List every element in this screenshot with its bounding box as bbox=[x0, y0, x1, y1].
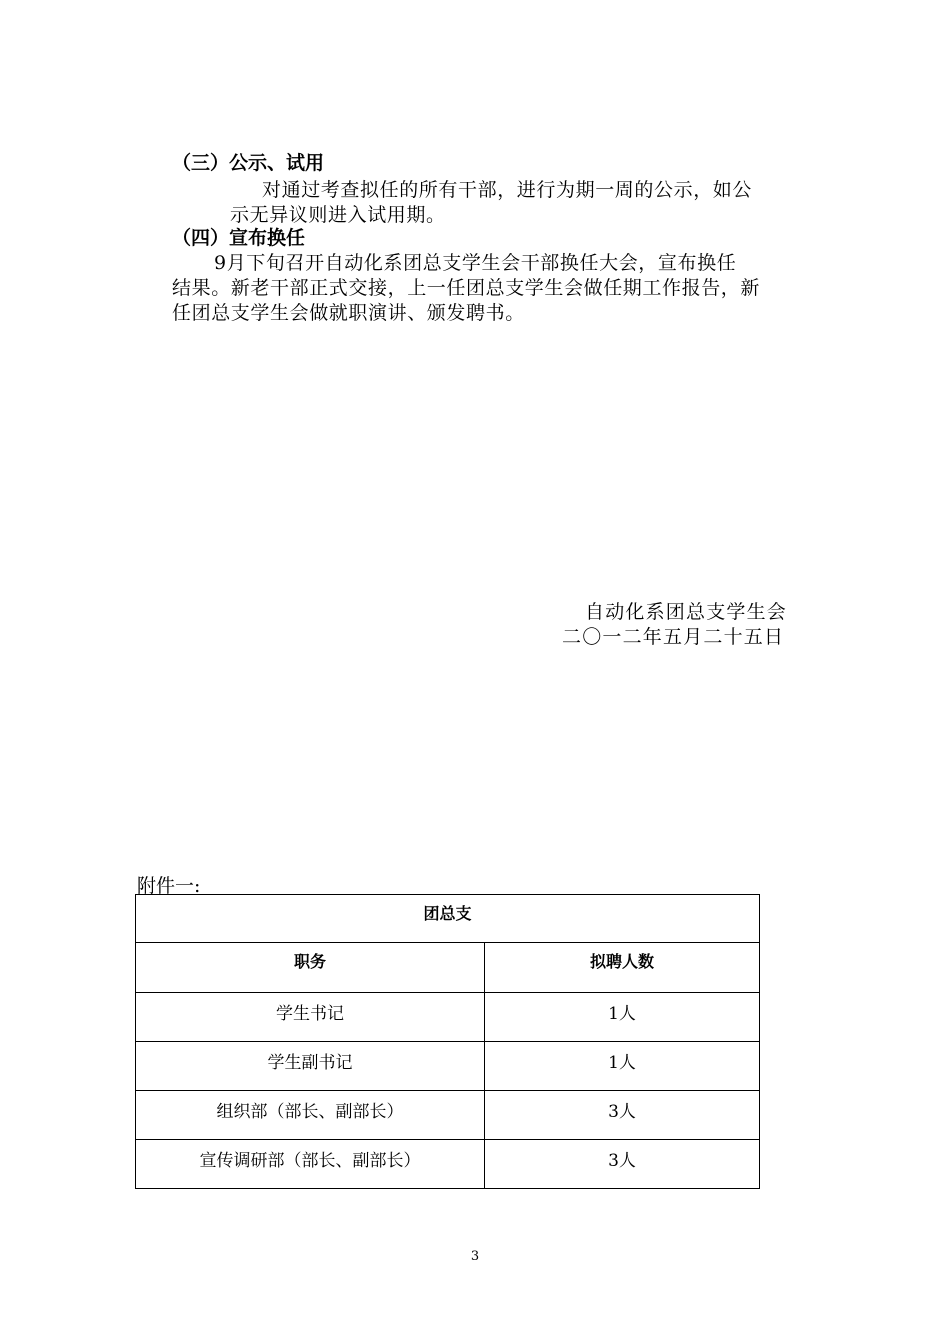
cell-position: 宣传调研部（部长、副部长） bbox=[136, 1140, 485, 1189]
signature-organization: 自动化系团总支学生会 bbox=[585, 601, 788, 623]
table-row bbox=[136, 993, 760, 1042]
section-heading-publicity: （三）公示、试用 bbox=[172, 152, 325, 174]
cell-headcount: 1人 bbox=[485, 993, 760, 1042]
cell-position: 学生副书记 bbox=[136, 1042, 485, 1091]
section-paragraph-line: 9月下旬召开自动化系团总支学生会干部换任大会，宣布换任 bbox=[214, 252, 737, 274]
appointment-table bbox=[135, 894, 760, 1189]
cell-position: 学生书记 bbox=[136, 993, 485, 1042]
table-row bbox=[136, 1140, 760, 1189]
section-paragraph-line: 对通过考查拟任的所有干部，进行为期一周的公示，如公 bbox=[262, 179, 753, 201]
table-row bbox=[136, 1091, 760, 1140]
section-paragraph-line: 结果。新老干部正式交接，上一任团总支学生会做任期工作报告，新 bbox=[172, 277, 761, 299]
table-row bbox=[136, 1042, 760, 1091]
cell-position: 组织部（部长、副部长） bbox=[136, 1091, 485, 1140]
section-paragraph-line: 任团总支学生会做就职演讲、颁发聘书。 bbox=[172, 302, 525, 324]
cell-headcount: 1人 bbox=[485, 1042, 760, 1091]
page-number: 3 bbox=[470, 1249, 480, 1264]
signature-date: 二〇一二年五月二十五日 bbox=[562, 626, 785, 648]
table-title: 团总支 bbox=[136, 895, 760, 943]
cell-headcount: 3人 bbox=[485, 1140, 760, 1189]
attachment-label: 附件一: bbox=[137, 875, 201, 897]
section-heading-announce: （四）宣布换任 bbox=[172, 227, 306, 249]
header-headcount: 拟聘人数 bbox=[485, 943, 760, 993]
section-paragraph-line: 示无异议则进入试用期。 bbox=[230, 204, 446, 226]
cell-headcount: 3人 bbox=[485, 1091, 760, 1140]
header-position: 职务 bbox=[136, 943, 485, 993]
